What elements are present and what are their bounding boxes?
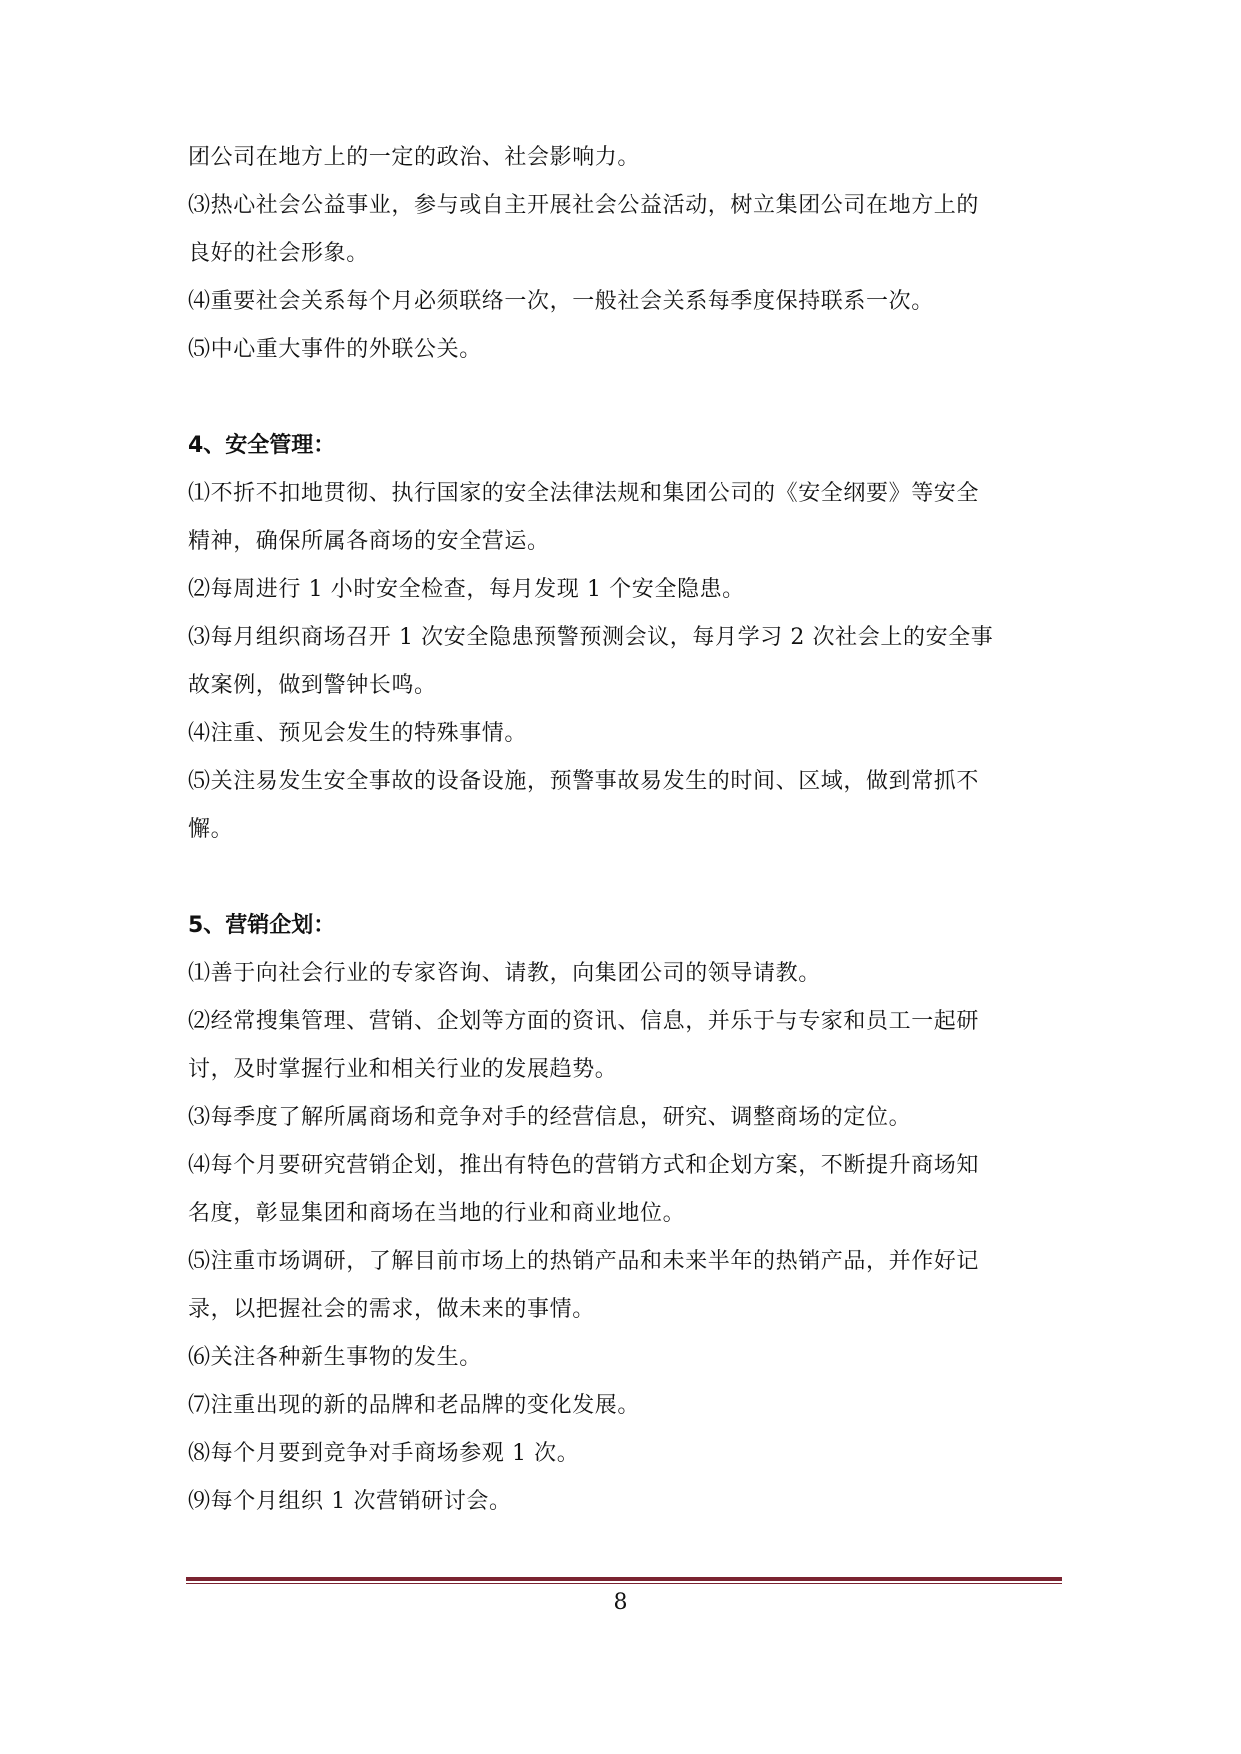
paragraph-line: ⑴善于向社会行业的专家咨询、请教，向集团公司的领导请教。 — [188, 961, 821, 986]
paragraph-line: ⑸关注易发生安全事故的设备设施，预警事故易发生的时间、区域，做到常抓不 — [188, 769, 980, 794]
footer-divider — [186, 1577, 1062, 1584]
paragraph-line: ⑶热心社会公益事业，参与或自主开展社会公益活动，树立集团公司在地方上的 — [188, 193, 980, 218]
paragraph-line: ⑼每个月组织 1 次营销研讨会。 — [188, 1489, 512, 1514]
paragraph-line: 名度，彰显集团和商场在当地的行业和商业地位。 — [188, 1201, 686, 1226]
paragraph-line: ⑻每个月要到竞争对手商场参观 1 次。 — [188, 1441, 580, 1466]
paragraph-line: ⑵每周进行 1 小时安全检查，每月发现 1 个安全隐患。 — [188, 577, 745, 602]
paragraph-line: ⑺注重出现的新的品牌和老品牌的变化发展。 — [188, 1393, 641, 1418]
footer-divider-thin — [186, 1583, 1062, 1584]
paragraph-line: ⑴不折不扣地贯彻、执行国家的安全法律法规和集团公司的《安全纲要》等安全 — [188, 481, 980, 506]
section-spacer — [188, 854, 1060, 902]
paragraph-line: ⑵经常搜集管理、营销、企划等方面的资讯、信息，并乐于与专家和员工一起研 — [188, 1009, 980, 1034]
paragraph-line: ⑶每月组织商场召开 1 次安全隐患预警预测会议，每月学习 2 次社会上的安全事 — [188, 625, 994, 650]
paragraph-line: ⑷重要社会关系每个月必须联络一次，一般社会关系每季度保持联系一次。 — [188, 289, 934, 314]
paragraph-line: 懈。 — [188, 817, 234, 842]
section-heading-safety: 4、安全管理： — [188, 433, 336, 458]
section-heading-marketing: 5、营销企划： — [188, 913, 336, 938]
paragraph-line: 团公司在地方上的一定的政治、社会影响力。 — [188, 145, 641, 170]
page-number: 8 — [613, 1590, 628, 1615]
paragraph-line: 良好的社会形象。 — [188, 241, 369, 266]
paragraph-line: ⑷注重、预见会发生的特殊事情。 — [188, 721, 528, 746]
paragraph-line: ⑷每个月要研究营销企划，推出有特色的营销方式和企划方案，不断提升商场知 — [188, 1153, 980, 1178]
paragraph-line: 精神，确保所属各商场的安全营运。 — [188, 529, 550, 554]
footer-divider-thick — [186, 1577, 1062, 1581]
paragraph-line: ⑹关注各种新生事物的发生。 — [188, 1345, 482, 1370]
section-spacer — [188, 374, 1060, 422]
paragraph-line: 录，以把握社会的需求，做未来的事情。 — [188, 1297, 595, 1322]
paragraph-line: 讨，及时掌握行业和相关行业的发展趋势。 — [188, 1057, 618, 1082]
document-body — [188, 134, 1060, 1526]
paragraph-line: ⑶每季度了解所属商场和竞争对手的经营信息，研究、调整商场的定位。 — [188, 1105, 912, 1130]
paragraph-line: ⑸中心重大事件的外联公关。 — [188, 337, 482, 362]
paragraph-line: 故案例，做到警钟长鸣。 — [188, 673, 437, 698]
paragraph-line: ⑸注重市场调研，了解目前市场上的热销产品和未来半年的热销产品，并作好记 — [188, 1249, 980, 1274]
